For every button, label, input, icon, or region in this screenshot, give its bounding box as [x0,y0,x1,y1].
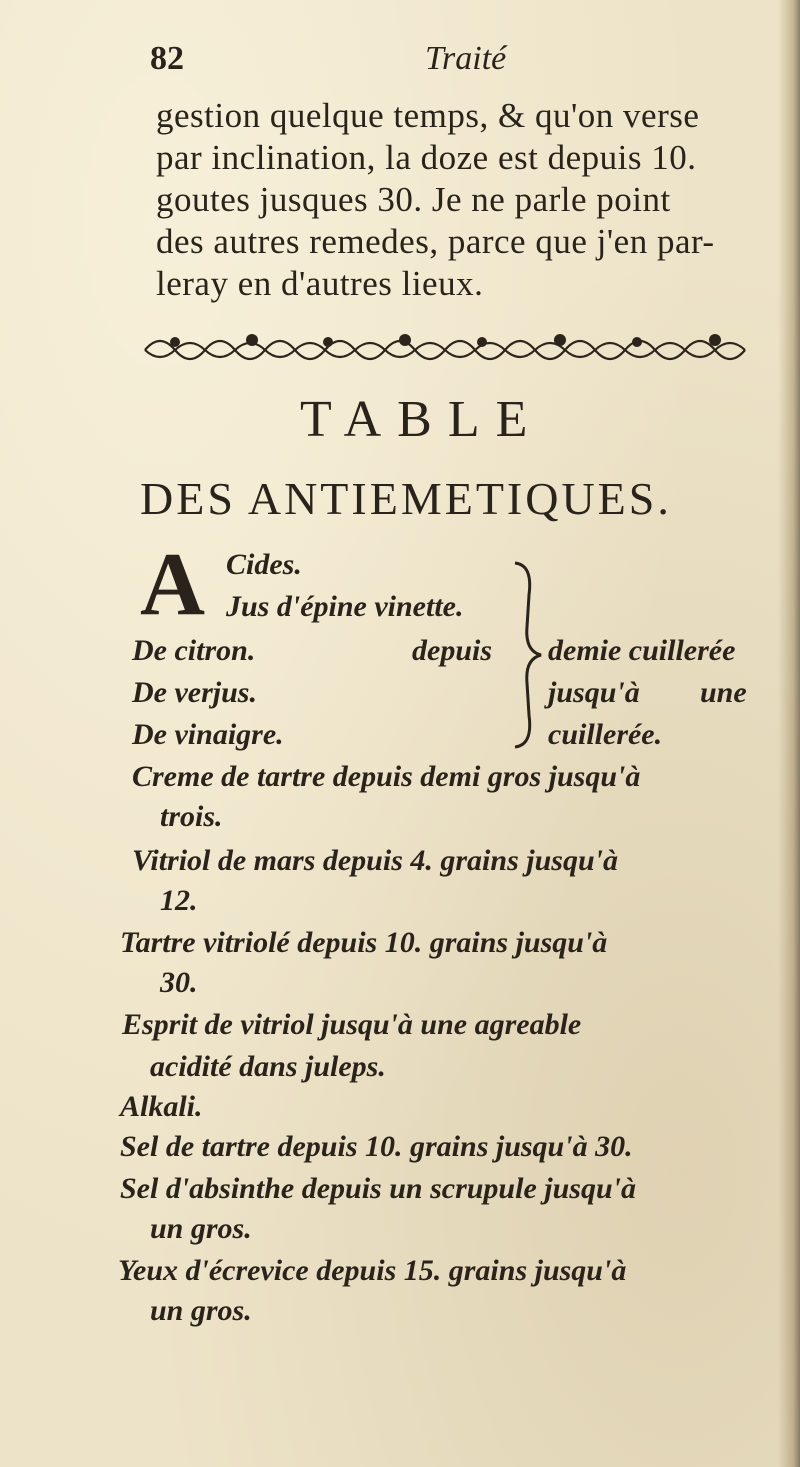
paragraph-line-2: par inclination, la doze est depuis 10. [156,138,697,177]
entry-sel-absinthe-cont: un gros. [150,1212,252,1245]
entry-une: une [700,676,747,709]
entry-citron: De citron. [132,634,256,667]
brace-icon [505,555,545,755]
paragraph-line-1: gestion quelque temps, & qu'on verse [156,96,700,135]
entry-sel-tartre: Sel de tartre depuis 10. grains jusqu'à 30. [120,1130,633,1163]
entry-creme-tartre: Creme de tartre depuis demi gros jusqu'à [132,760,641,793]
entry-demie-cuilleree: demie cuillerée [548,634,736,667]
entry-creme-tartre-cont: trois. [160,800,223,833]
entry-yeux-ecrevice-cont: un gros. [150,1294,252,1327]
entry-alkali: Alkali. [120,1090,203,1123]
table-subtitle: DES ANTIEMETIQUES. [140,473,672,524]
paragraph-line-3: goutes jusques 30. Je ne parle point [156,180,671,219]
table-title: TABLE [300,391,544,448]
entry-acides: Cides. [226,548,302,581]
page-number: 82 [150,40,184,77]
entry-tartre-vitriole-cont: 30. [160,966,198,999]
entry-sel-absinthe: Sel d'absinthe depuis un scrupule jusqu'à [120,1172,636,1205]
ornament-band [140,328,760,368]
entry-cuilleree: cuillerée. [548,718,663,751]
page-gutter-shadow [778,0,800,1467]
entry-esprit-vitriol: Esprit de vitriol jusqu'à une agreable [122,1008,582,1041]
entry-yeux-ecrevice: Yeux d'écrevice depuis 15. grains jusqu'à [118,1254,627,1287]
entry-vinaigre: De vinaigre. [132,718,284,751]
entry-verjus: De verjus. [132,676,257,709]
drop-cap: A [140,535,205,634]
entry-jusqua: jusqu'à [548,676,640,709]
entry-esprit-vitriol-cont: acidité dans juleps. [150,1050,386,1083]
entry-vitriol-mars: Vitriol de mars depuis 4. grains jusqu'à [132,844,618,877]
entry-depuis: depuis [412,634,493,667]
entry-vitriol-mars-cont: 12. [160,884,198,917]
paragraph-line-5: leray en d'autres lieux. [156,264,484,303]
entry-tartre-vitriole: Tartre vitriolé depuis 10. grains jusqu'à [120,926,608,959]
entry-jus-epine-vinette: Jus d'épine vinette. [226,590,464,623]
running-title: Traité [425,40,507,77]
paragraph-line-4: des autres remedes, parce que j'en par- [156,222,715,261]
